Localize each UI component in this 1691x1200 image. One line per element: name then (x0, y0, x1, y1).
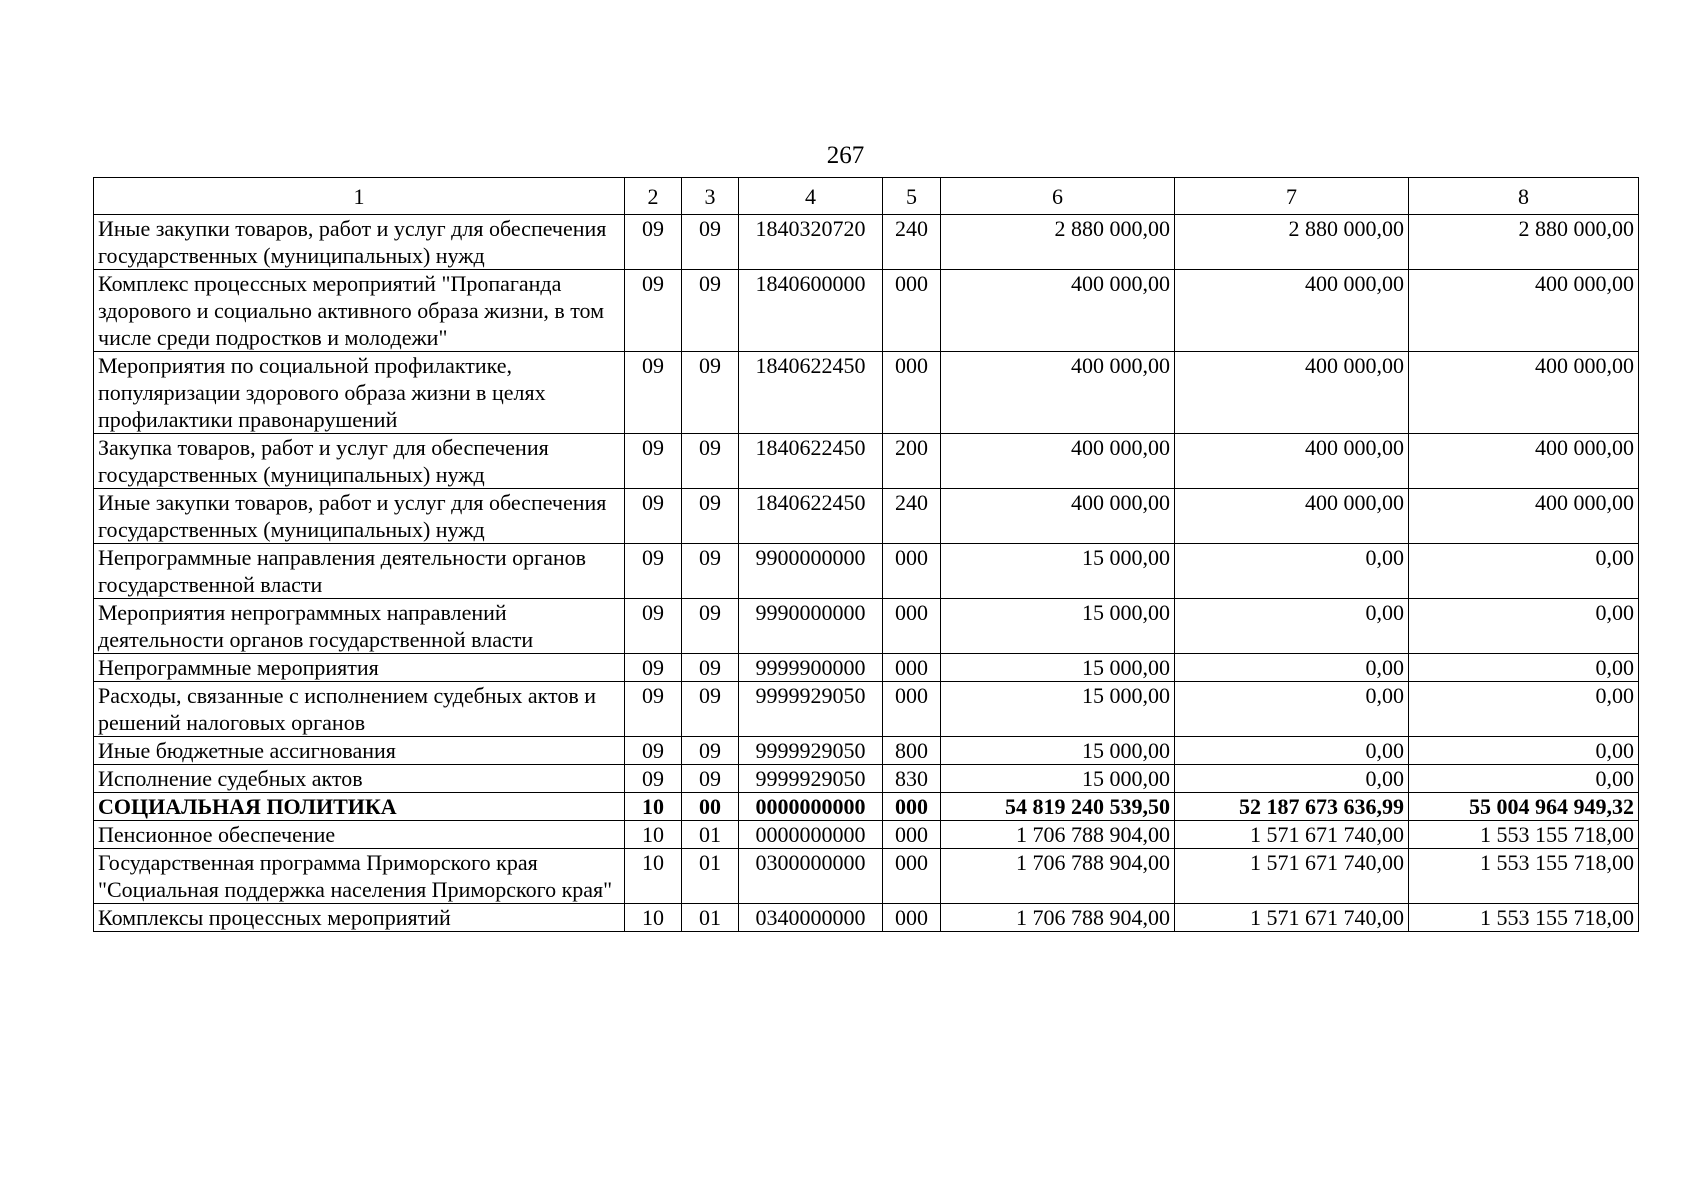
column-header: 4 (739, 178, 883, 215)
section-code: 09 (625, 765, 682, 793)
amount-col-7: 0,00 (1175, 654, 1409, 682)
target-article-code: 9990000000 (739, 599, 883, 654)
subsection-code: 09 (682, 215, 739, 270)
amount-col-6: 15 000,00 (941, 682, 1175, 737)
section-code: 09 (625, 599, 682, 654)
subsection-code: 09 (682, 737, 739, 765)
amount-col-7: 0,00 (1175, 737, 1409, 765)
expense-type-code: 000 (883, 654, 941, 682)
table-row (94, 682, 1639, 737)
row-name: Государственная программа Приморского края "Социальная поддержка населения Приморского края" (94, 849, 625, 904)
target-article-code: 1840320720 (739, 215, 883, 270)
table-row (94, 849, 1639, 904)
table-row (94, 737, 1639, 765)
amount-col-7: 400 000,00 (1175, 489, 1409, 544)
amount-col-6: 15 000,00 (941, 599, 1175, 654)
table-body (94, 215, 1639, 932)
expense-type-code: 800 (883, 737, 941, 765)
amount-col-8: 1 553 155 718,00 (1409, 904, 1639, 932)
section-code: 09 (625, 270, 682, 352)
amount-col-6: 15 000,00 (941, 765, 1175, 793)
amount-col-7: 400 000,00 (1175, 434, 1409, 489)
subsection-code: 01 (682, 849, 739, 904)
row-name: Комплекс процессных мероприятий "Пропаганда здорового и социально активного образа жизни, в том числе среди подростков и молодежи" (94, 270, 625, 352)
expense-type-code: 000 (883, 849, 941, 904)
column-header: 1 (94, 178, 625, 215)
row-name: Исполнение судебных актов (94, 765, 625, 793)
section-code: 09 (625, 682, 682, 737)
header-row (94, 178, 1639, 215)
target-article-code: 0300000000 (739, 849, 883, 904)
target-article-code: 9900000000 (739, 544, 883, 599)
table-row (94, 599, 1639, 654)
section-code: 10 (625, 849, 682, 904)
subsection-code: 09 (682, 765, 739, 793)
table-row (94, 434, 1639, 489)
row-name: Пенсионное обеспечение (94, 821, 625, 849)
section-code: 09 (625, 544, 682, 599)
subsection-code: 09 (682, 654, 739, 682)
row-name: Закупка товаров, работ и услуг для обеспечения государственных (муниципальных) нужд (94, 434, 625, 489)
row-name: Мероприятия непрограммных направлений деятельности органов государственной власти (94, 599, 625, 654)
column-header: 6 (941, 178, 1175, 215)
amount-col-7: 52 187 673 636,99 (1175, 793, 1409, 821)
subsection-code: 09 (682, 544, 739, 599)
table-row (94, 793, 1639, 821)
amount-col-6: 1 706 788 904,00 (941, 904, 1175, 932)
section-code: 09 (625, 434, 682, 489)
amount-col-6: 400 000,00 (941, 352, 1175, 434)
row-name: Иные закупки товаров, работ и услуг для обеспечения государственных (муниципальных) нужд (94, 489, 625, 544)
subsection-code: 09 (682, 352, 739, 434)
amount-col-8: 0,00 (1409, 765, 1639, 793)
table-row (94, 821, 1639, 849)
section-code: 09 (625, 654, 682, 682)
row-name: Непрограммные направления деятельности органов государственной власти (94, 544, 625, 599)
amount-col-6: 15 000,00 (941, 544, 1175, 599)
amount-col-7: 0,00 (1175, 544, 1409, 599)
amount-col-8: 55 004 964 949,32 (1409, 793, 1639, 821)
row-name: Комплексы процессных мероприятий (94, 904, 625, 932)
amount-col-8: 400 000,00 (1409, 352, 1639, 434)
section-code: 10 (625, 821, 682, 849)
column-header: 2 (625, 178, 682, 215)
table-row (94, 544, 1639, 599)
target-article-code: 9999929050 (739, 765, 883, 793)
expense-type-code: 000 (883, 544, 941, 599)
table-row (94, 489, 1639, 544)
column-header: 8 (1409, 178, 1639, 215)
amount-col-6: 2 880 000,00 (941, 215, 1175, 270)
section-code: 09 (625, 489, 682, 544)
column-header: 5 (883, 178, 941, 215)
section-code: 10 (625, 904, 682, 932)
amount-col-7: 2 880 000,00 (1175, 215, 1409, 270)
section-code: 09 (625, 737, 682, 765)
target-article-code: 1840622450 (739, 434, 883, 489)
amount-col-6: 400 000,00 (941, 489, 1175, 544)
amount-col-7: 1 571 671 740,00 (1175, 849, 1409, 904)
table-row (94, 904, 1639, 932)
row-name: Мероприятия по социальной профилактике, популяризации здорового образа жизни в целях профилактики правонарушений (94, 352, 625, 434)
section-code: 09 (625, 352, 682, 434)
expense-type-code: 000 (883, 682, 941, 737)
subsection-code: 01 (682, 821, 739, 849)
expense-type-code: 000 (883, 352, 941, 434)
target-article-code: 9999929050 (739, 737, 883, 765)
row-name: Иные бюджетные ассигнования (94, 737, 625, 765)
table-row (94, 270, 1639, 352)
amount-col-8: 1 553 155 718,00 (1409, 849, 1639, 904)
amount-col-8: 0,00 (1409, 599, 1639, 654)
table-row (94, 352, 1639, 434)
target-article-code: 1840622450 (739, 352, 883, 434)
target-article-code: 0000000000 (739, 821, 883, 849)
amount-col-8: 0,00 (1409, 544, 1639, 599)
target-article-code: 1840600000 (739, 270, 883, 352)
table-row (94, 765, 1639, 793)
amount-col-7: 400 000,00 (1175, 270, 1409, 352)
subsection-code: 09 (682, 434, 739, 489)
target-article-code: 9999900000 (739, 654, 883, 682)
amount-col-7: 0,00 (1175, 599, 1409, 654)
amount-col-8: 1 553 155 718,00 (1409, 821, 1639, 849)
amount-col-8: 0,00 (1409, 682, 1639, 737)
row-name: Расходы, связанные с исполнением судебных актов и решений налоговых органов (94, 682, 625, 737)
expense-type-code: 200 (883, 434, 941, 489)
amount-col-8: 0,00 (1409, 654, 1639, 682)
amount-col-7: 0,00 (1175, 765, 1409, 793)
target-article-code: 0000000000 (739, 793, 883, 821)
amount-col-8: 400 000,00 (1409, 270, 1639, 352)
expense-type-code: 000 (883, 599, 941, 654)
amount-col-7: 1 571 671 740,00 (1175, 904, 1409, 932)
amount-col-6: 400 000,00 (941, 270, 1175, 352)
table-row (94, 654, 1639, 682)
amount-col-7: 0,00 (1175, 682, 1409, 737)
row-name: СОЦИАЛЬНАЯ ПОЛИТИКА (94, 793, 625, 821)
expense-type-code: 240 (883, 489, 941, 544)
expense-type-code: 000 (883, 904, 941, 932)
amount-col-6: 1 706 788 904,00 (941, 849, 1175, 904)
subsection-code: 01 (682, 904, 739, 932)
subsection-code: 09 (682, 270, 739, 352)
amount-col-6: 400 000,00 (941, 434, 1175, 489)
expense-type-code: 000 (883, 793, 941, 821)
column-header: 3 (682, 178, 739, 215)
section-code: 10 (625, 793, 682, 821)
target-article-code: 0340000000 (739, 904, 883, 932)
amount-col-8: 2 880 000,00 (1409, 215, 1639, 270)
page-number: 267 (826, 142, 865, 169)
amount-col-7: 400 000,00 (1175, 352, 1409, 434)
amount-col-6: 1 706 788 904,00 (941, 821, 1175, 849)
amount-col-6: 15 000,00 (941, 737, 1175, 765)
subsection-code: 09 (682, 599, 739, 654)
section-code: 09 (625, 215, 682, 270)
expense-type-code: 240 (883, 215, 941, 270)
amount-col-6: 54 819 240 539,50 (941, 793, 1175, 821)
subsection-code: 00 (682, 793, 739, 821)
amount-col-8: 400 000,00 (1409, 434, 1639, 489)
table-row (94, 215, 1639, 270)
expense-type-code: 000 (883, 270, 941, 352)
budget-table (93, 177, 1639, 932)
amount-col-7: 1 571 671 740,00 (1175, 821, 1409, 849)
target-article-code: 1840622450 (739, 489, 883, 544)
column-header: 7 (1175, 178, 1409, 215)
expense-type-code: 000 (883, 821, 941, 849)
subsection-code: 09 (682, 489, 739, 544)
subsection-code: 09 (682, 682, 739, 737)
row-name: Иные закупки товаров, работ и услуг для обеспечения государственных (муниципальных) нужд (94, 215, 625, 270)
expense-type-code: 830 (883, 765, 941, 793)
amount-col-6: 15 000,00 (941, 654, 1175, 682)
amount-col-8: 0,00 (1409, 737, 1639, 765)
target-article-code: 9999929050 (739, 682, 883, 737)
amount-col-8: 400 000,00 (1409, 489, 1639, 544)
row-name: Непрограммные мероприятия (94, 654, 625, 682)
